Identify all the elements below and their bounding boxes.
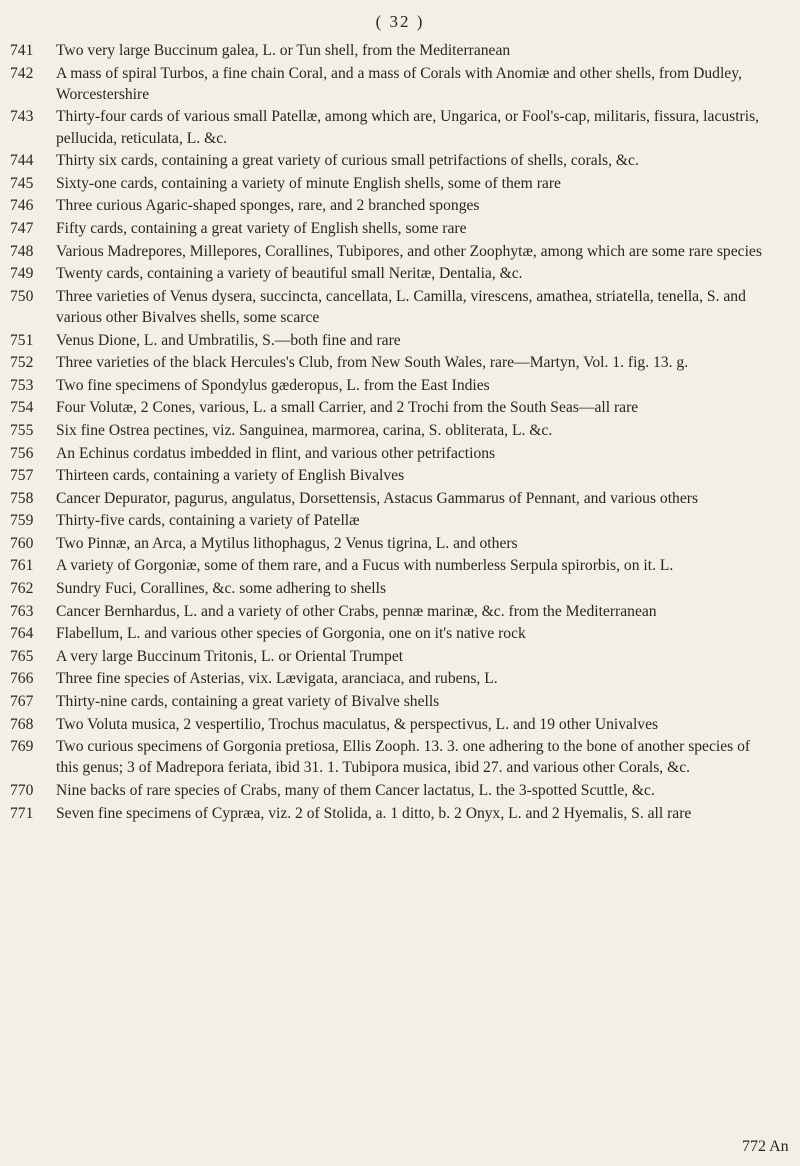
lot-entry <box>0 330 800 351</box>
lot-description: Three curious Agaric-shaped sponges, rare, and 2 branched sponges <box>56 197 480 215</box>
lot-description: Seven fine specimens of Cypræa, viz. 2 of Stolida, a. 1 ditto, b. 2 Onyx, L. and 2 Hyemalis, S. all rare <box>56 804 692 822</box>
lot-description: Four Volutæ, 2 Cones, various, L. a small Carrier, and 2 Trochi from the South Seas—all rare <box>56 399 639 417</box>
lot-description: Flabellum, L. and various other species of Gorgonia, one on it's native rock <box>56 625 526 643</box>
lot-entry <box>0 150 800 171</box>
lot-entry <box>0 375 800 396</box>
lot-number: 748 <box>10 242 34 260</box>
lot-number: 741 <box>10 42 34 59</box>
lot-number: 750 <box>10 287 34 305</box>
lot-entry <box>0 286 800 328</box>
lot-entry <box>0 736 800 778</box>
catchword: 772 An <box>742 1138 789 1155</box>
lot-entry <box>0 397 800 418</box>
lot-description: Cancer Bernhardus, L. and a variety of other Crabs, pennæ marinæ, &c. from the Mediterranean <box>56 602 657 620</box>
lot-description: A variety of Gorgoniæ, some of them rare, and a Fucus with numberless Serpula spirorbis, on it. L. <box>56 557 674 575</box>
lot-number: 758 <box>10 489 34 507</box>
lot-number: 762 <box>10 580 34 598</box>
lot-number: 766 <box>10 670 34 688</box>
lot-entry <box>0 714 800 735</box>
lot-number: 743 <box>10 108 34 126</box>
lot-description: A very large Buccinum Tritonis, L. or Oriental Trumpet <box>56 647 404 665</box>
lot-description: Various Madrepores, Millepores, Corallines, Tubipores, and other Zoophytæ, among which are some rare species <box>56 242 762 260</box>
lot-entry <box>0 443 800 464</box>
lot-entry <box>0 510 800 531</box>
lot-number: 754 <box>10 399 34 417</box>
lot-description: Sundry Fuci, Corallines, &c. some adhering to shells <box>56 580 387 598</box>
lot-entry <box>0 241 800 262</box>
lot-description: Two curious specimens of Gorgonia pretiosa, Ellis Zooph. 13. 3. one adhering to the bone of another species of this genus; 3 of Madrepora feriata, ibid 31. 1. Tubipora musica, ibid 27. and various other Corals, &c. <box>56 738 751 777</box>
lot-entry <box>0 533 800 554</box>
lot-entry <box>0 578 800 599</box>
lot-number: 756 <box>10 444 34 462</box>
lot-entry <box>0 601 800 622</box>
lot-number: 765 <box>10 647 34 665</box>
lot-description: An Echinus cordatus imbedded in flint, and various other petrifactions <box>56 444 496 462</box>
lot-entry <box>0 623 800 644</box>
lot-description: Venus Dione, L. and Umbratilis, S.—both fine and rare <box>56 331 401 349</box>
lot-entry <box>0 106 800 148</box>
lot-number: 761 <box>10 557 34 575</box>
lot-description: Thirty-nine cards, containing a great variety of Bivalve shells <box>56 693 440 711</box>
lot-entry <box>0 218 800 239</box>
lot-description: Two fine specimens of Spondylus gæderopus, L. from the East Indies <box>56 376 490 394</box>
lot-entry <box>0 465 800 486</box>
lot-entry <box>0 40 800 61</box>
lot-number: 753 <box>10 376 34 394</box>
lot-description: Nine backs of rare species of Crabs, many of them Cancer lactatus, L. the 3-spotted Scuttle, &c. <box>56 782 655 800</box>
lot-description: Thirty-four cards of various small Patellæ, among which are, Ungarica, or Fool's-cap, militaris, fissura, lacustris, pellucida, reticulata, L. &c. <box>56 108 760 147</box>
lot-number: 767 <box>10 693 34 711</box>
lot-description: Sixty-one cards, containing a variety of minute English shells, some of them rare <box>56 174 561 192</box>
lot-number: 751 <box>10 331 34 349</box>
lot-entry <box>0 488 800 509</box>
lot-description: Three varieties of the black Hercules's Club, from New South Wales, rare—Martyn, Vol. 1. fig. 13. g. <box>56 354 689 372</box>
lot-number: 770 <box>10 782 34 800</box>
lot-number: 759 <box>10 512 34 530</box>
lot-entry <box>0 780 800 801</box>
lot-entry <box>0 352 800 373</box>
lot-entry <box>0 263 800 284</box>
lot-description: Two Pinnæ, an Arca, a Mytilus lithophagus, 2 Venus tigrina, L. and others <box>56 534 518 552</box>
lot-entry <box>0 63 800 105</box>
lot-number: 752 <box>10 354 34 372</box>
lot-description: Thirty six cards, containing a great variety of curious small petrifactions of shells, corals, &c. <box>56 152 639 170</box>
lot-list <box>0 40 800 825</box>
lot-number: 769 <box>10 738 34 756</box>
lot-number: 760 <box>10 534 34 552</box>
lot-number: 749 <box>10 265 34 283</box>
lot-number: 746 <box>10 197 34 215</box>
lot-number: 771 <box>10 804 34 822</box>
lot-description: Three varieties of Venus dysera, succincta, cancellata, L. Camilla, virescens, amathea, striatella, tenella, S. and various other Bivalves shells, some scarce <box>56 287 746 326</box>
lot-number: 744 <box>10 152 34 170</box>
lot-number: 764 <box>10 625 34 643</box>
lot-entry <box>0 803 800 824</box>
lot-entry <box>0 691 800 712</box>
lot-number: 763 <box>10 602 34 620</box>
page-number: ( 32 ) <box>375 12 425 31</box>
lot-description: A mass of spiral Turbos, a fine chain Coral, and a mass of Corals with Anomiæ and other shells, from Dudley, Worcestershire <box>56 64 742 103</box>
lot-description: Three fine species of Asterias, vix. Lævigata, aranciaca, and rubens, L. <box>56 670 498 688</box>
lot-description: Thirty-five cards, containing a variety of Patellæ <box>56 512 360 530</box>
lot-description: Two Voluta musica, 2 vespertilio, Trochus maculatus, & perspectivus, L. and 19 other Univalves <box>56 715 659 733</box>
lot-entry <box>0 646 800 667</box>
lot-description: Twenty cards, containing a variety of beautiful small Neritæ, Dentalia, &c. <box>56 265 523 283</box>
lot-number: 757 <box>10 467 34 485</box>
lot-entry <box>0 420 800 441</box>
lot-description: Two very large Buccinum galea, L. or Tun shell, from the Mediterranean <box>56 42 511 59</box>
lot-entry <box>0 668 800 689</box>
lot-entry <box>0 195 800 216</box>
lot-number: 742 <box>10 64 34 82</box>
lot-description: Six fine Ostrea pectines, viz. Sanguinea, marmorea, carina, S. obliterata, L. &c. <box>56 421 553 439</box>
lot-number: 745 <box>10 174 34 192</box>
lot-description: Fifty cards, containing a great variety of English shells, some rare <box>56 219 467 237</box>
lot-description: Cancer Depurator, pagurus, angulatus, Dorsettensis, Astacus Gammarus of Pennant, and various others <box>56 489 699 507</box>
lot-number: 747 <box>10 219 34 237</box>
lot-entry <box>0 173 800 194</box>
lot-number: 755 <box>10 421 34 439</box>
lot-entry <box>0 555 800 576</box>
lot-description: Thirteen cards, containing a variety of English Bivalves <box>56 467 405 485</box>
lot-number: 768 <box>10 715 34 733</box>
